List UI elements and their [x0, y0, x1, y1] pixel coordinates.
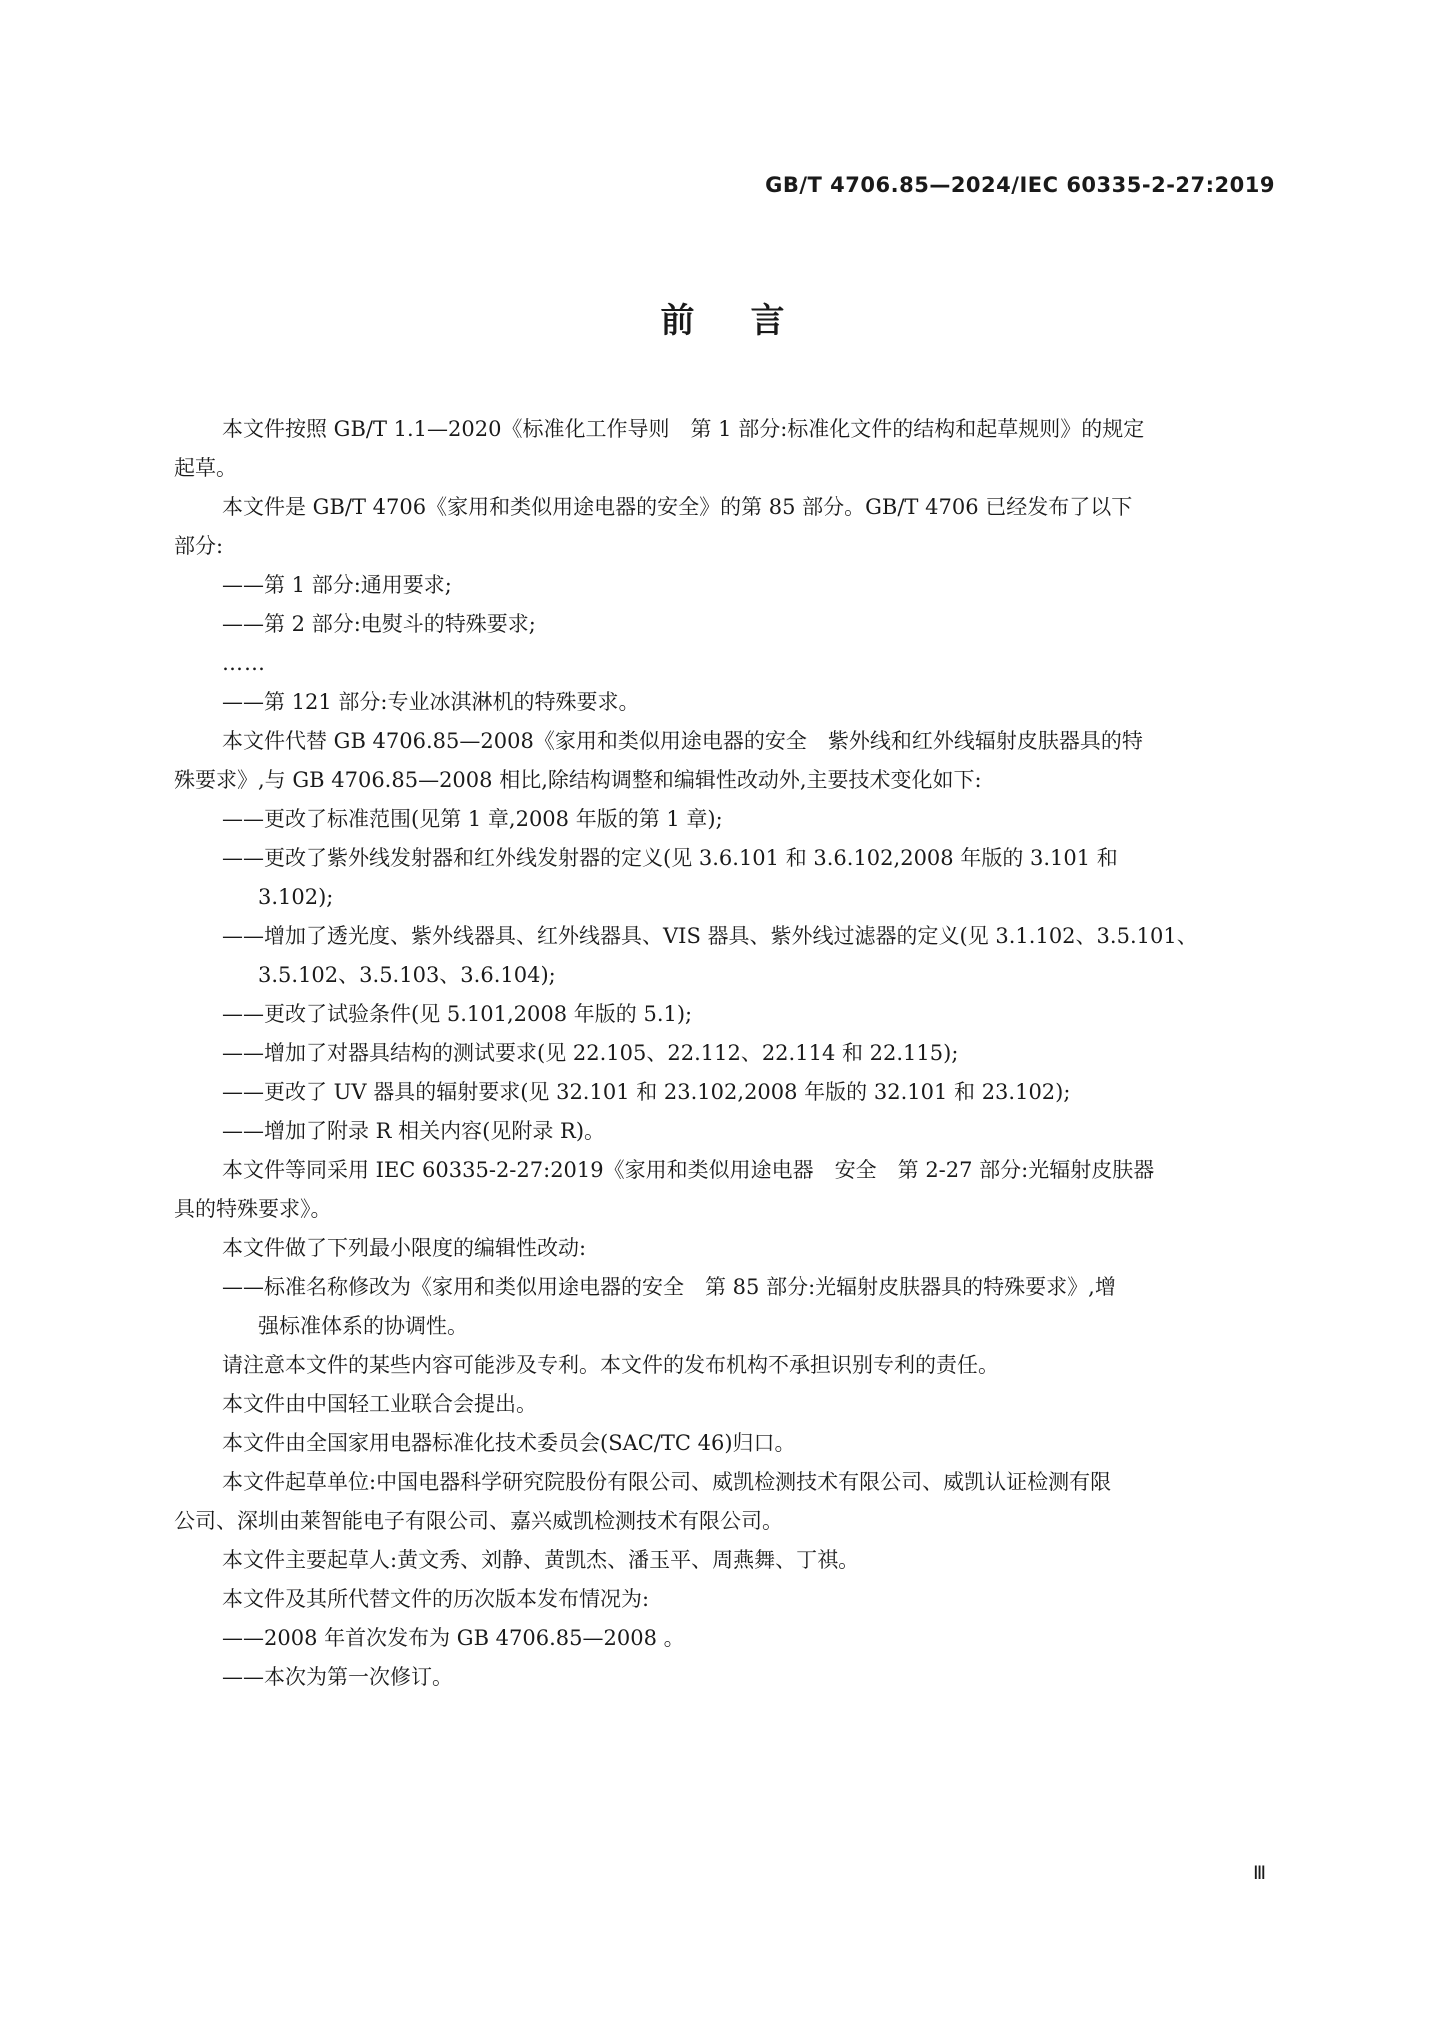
paragraph-line: 本文件按照 GB/T 1.1—2020《标准化工作导则 第 1 部分:标准化文件的结构和起草规则》的规定	[222, 417, 1145, 441]
list-item: ——增加了透光度、紫外线器具、红外线器具、VIS 器具、紫外线过滤器的定义(见 3.1.102、3.5.101、	[222, 924, 1198, 948]
list-item: ——更改了标准范围(见第 1 章,2008 年版的第 1 章);	[222, 807, 723, 831]
paragraph-line: 起草。	[174, 456, 237, 480]
list-item: ——增加了对器具结构的测试要求(见 22.105、22.112、22.114 和 22.115);	[222, 1041, 959, 1065]
list-item: ——增加了附录 R 相关内容(见附录 R)。	[222, 1119, 606, 1143]
paragraph-line: 公司、深圳由莱智能电子有限公司、嘉兴威凯检测技术有限公司。	[174, 1509, 783, 1533]
list-item: ——2008 年首次发布为 GB 4706.85—2008 。	[222, 1626, 685, 1650]
paragraph-line: 本文件是 GB/T 4706《家用和类似用途电器的安全》的第 85 部分。GB/T 4706 已经发布了以下	[222, 495, 1133, 519]
page-title: 前言	[660, 301, 841, 341]
list-item: ——更改了紫外线发射器和红外线发射器的定义(见 3.6.101 和 3.6.102,2008 年版的 3.101 和	[222, 846, 1118, 870]
list-item: ——更改了试验条件(见 5.101,2008 年版的 5.1);	[222, 1002, 693, 1026]
list-item: ——第 121 部分:专业冰淇淋机的特殊要求。	[222, 690, 640, 714]
ellipsis: ……	[222, 651, 266, 675]
paragraph-line: 本文件主要起草人:黄文秀、刘静、黄凯杰、潘玉平、周燕舞、丁祺。	[222, 1548, 860, 1572]
list-item-continuation: 3.5.102、3.5.103、3.6.104);	[258, 963, 556, 987]
paragraph-line: 本文件起草单位:中国电器科学研究院股份有限公司、威凯检测技术有限公司、威凯认证检测有限	[222, 1470, 1112, 1494]
paragraph-line: 部分:	[174, 534, 224, 558]
paragraph-line: 本文件等同采用 IEC 60335-2-27:2019《家用和类似用途电器 安全 第 2-27 部分:光辐射皮肤器	[222, 1158, 1155, 1182]
paragraph-line: 本文件由全国家用电器标准化技术委员会(SAC/TC 46)归口。	[222, 1431, 796, 1455]
paragraph-line: 本文件做了下列最小限度的编辑性改动:	[222, 1236, 587, 1260]
paragraph-line: 请注意本文件的某些内容可能涉及专利。本文件的发布机构不承担识别专利的责任。	[222, 1353, 999, 1377]
body-text	[174, 410, 1280, 1697]
list-item: ——更改了 UV 器具的辐射要求(见 32.101 和 23.102,2008 年版的 32.101 和 23.102);	[222, 1080, 1071, 1104]
list-item: ——标准名称修改为《家用和类似用途电器的安全 第 85 部分:光辐射皮肤器具的特殊要求》,增	[222, 1275, 1116, 1299]
paragraph-line: 本文件代替 GB 4706.85—2008《家用和类似用途电器的安全 紫外线和红外线辐射皮肤器具的特	[222, 729, 1143, 753]
list-item-continuation: 强标准体系的协调性。	[258, 1314, 468, 1338]
list-item: ——第 1 部分:通用要求;	[222, 573, 452, 597]
list-item-continuation: 3.102);	[258, 885, 334, 909]
paragraph-line: 具的特殊要求》。	[174, 1197, 332, 1221]
paragraph-line: 本文件由中国轻工业联合会提出。	[222, 1392, 537, 1416]
paragraph-line: 本文件及其所代替文件的历次版本发布情况为:	[222, 1587, 650, 1611]
page-number: Ⅲ	[1253, 1862, 1267, 1884]
list-item: ——本次为第一次修订。	[222, 1665, 453, 1689]
paragraph-line: 殊要求》,与 GB 4706.85—2008 相比,除结构调整和编辑性改动外,主要技术变化如下:	[174, 768, 982, 792]
list-item: ——第 2 部分:电熨斗的特殊要求;	[222, 612, 536, 636]
standard-code: GB/T 4706.85—2024/IEC 60335-2-27:2019	[765, 173, 1275, 197]
